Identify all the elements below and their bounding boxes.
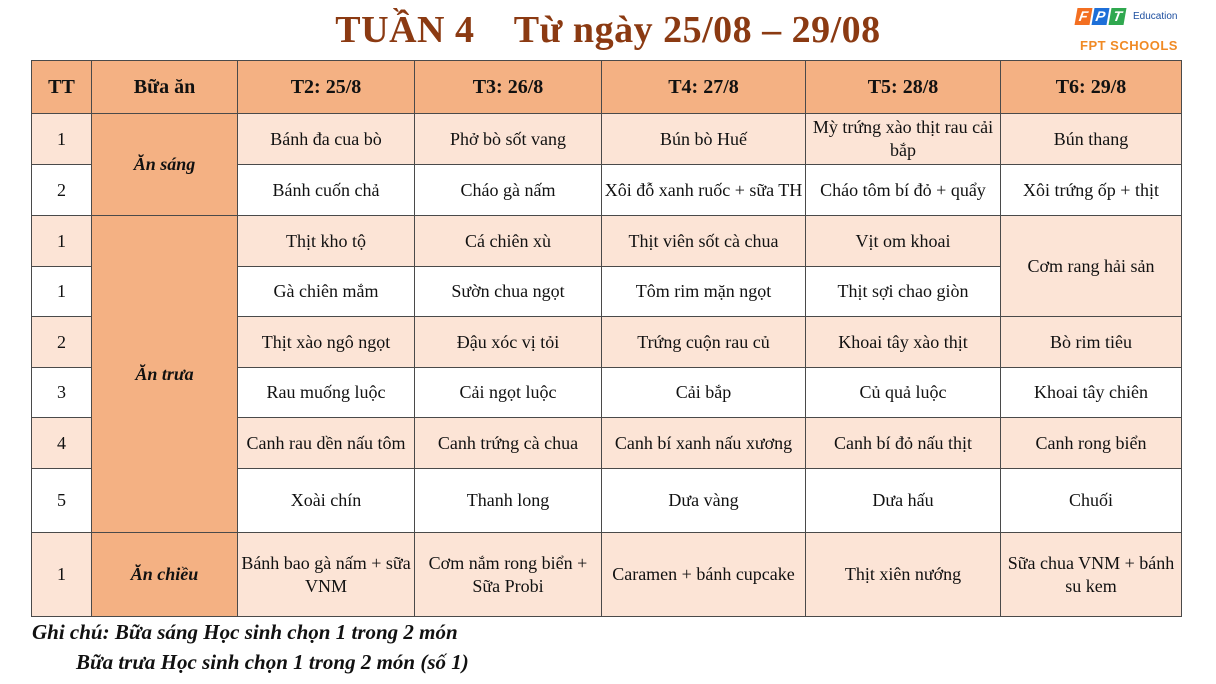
- meal-label-lunch: Ăn trưa: [92, 216, 238, 533]
- header-tt: TT: [32, 61, 92, 114]
- menu-cell: Đậu xóc vị tỏi: [415, 317, 602, 368]
- row-number: 5: [32, 469, 92, 533]
- menu-cell: Dưa vàng: [602, 469, 806, 533]
- menu-cell: Thịt sợi chao giòn: [806, 267, 1001, 317]
- menu-cell: Rau muống luộc: [238, 368, 415, 418]
- menu-cell: Sữa chua VNM + bánh su kem: [1001, 533, 1182, 617]
- menu-cell: Bánh bao gà nấm + sữa VNM: [238, 533, 415, 617]
- note-line-1: Ghi chú: Bữa sáng Học sinh chọn 1 trong 2 món: [32, 620, 458, 644]
- menu-cell: Xôi đỗ xanh ruốc + sữa TH: [602, 165, 806, 216]
- menu-cell: Xoài chín: [238, 469, 415, 533]
- logo-letter-f: F: [1075, 8, 1093, 25]
- menu-cell: Cá chiên xù: [415, 216, 602, 267]
- menu-cell: Thịt xào ngô ngọt: [238, 317, 415, 368]
- menu-cell: Mỳ trứng xào thịt rau cải bắp: [806, 114, 1001, 165]
- menu-cell: Cải ngọt luộc: [415, 368, 602, 418]
- menu-table: [31, 60, 1182, 617]
- menu-cell: Canh rong biển: [1001, 418, 1182, 469]
- header-t2: T2: 25/8: [238, 61, 415, 114]
- logo-schools-text: FPT SCHOOLS: [1080, 38, 1178, 53]
- header-t5: T5: 28/8: [806, 61, 1001, 114]
- menu-cell: Thịt kho tộ: [238, 216, 415, 267]
- menu-cell: Phở bò sốt vang: [415, 114, 602, 165]
- menu-cell: Canh bí đỏ nấu thịt: [806, 418, 1001, 469]
- header-bua-an: Bữa ăn: [92, 61, 238, 114]
- menu-cell: Bánh đa cua bò: [238, 114, 415, 165]
- menu-cell: Canh rau dền nấu tôm: [238, 418, 415, 469]
- row-number: 2: [32, 165, 92, 216]
- menu-cell: Dưa hấu: [806, 469, 1001, 533]
- menu-cell: Thịt xiên nướng: [806, 533, 1001, 617]
- menu-cell: Caramen + bánh cupcake: [602, 533, 806, 617]
- logo-education-text: Education: [1133, 11, 1178, 22]
- menu-cell: Gà chiên mắm: [238, 267, 415, 317]
- menu-cell: Trứng cuộn rau củ: [602, 317, 806, 368]
- menu-cell: Cháo gà nấm: [415, 165, 602, 216]
- menu-cell: Vịt om khoai: [806, 216, 1001, 267]
- logo-letter-t: T: [1109, 8, 1127, 25]
- header-row: [32, 61, 1182, 114]
- menu-cell: Cháo tôm bí đỏ + quẩy: [806, 165, 1001, 216]
- menu-cell: Sườn chua ngọt: [415, 267, 602, 317]
- menu-cell: Bún thang: [1001, 114, 1182, 165]
- row-number: 2: [32, 317, 92, 368]
- menu-cell: Khoai tây xào thịt: [806, 317, 1001, 368]
- menu-cell: Bò rim tiêu: [1001, 317, 1182, 368]
- fpt-logo-mark: [1076, 8, 1177, 25]
- fpt-schools-logo: [1068, 4, 1188, 58]
- row-number: 1: [32, 216, 92, 267]
- row-number: 1: [32, 533, 92, 617]
- menu-cell: Khoai tây chiên: [1001, 368, 1182, 418]
- menu-cell: Bánh cuốn chả: [238, 165, 415, 216]
- menu-cell: Chuối: [1001, 469, 1182, 533]
- table-row: [32, 114, 1182, 165]
- menu-cell: Bún bò Huế: [602, 114, 806, 165]
- menu-cell: Thịt viên sốt cà chua: [602, 216, 806, 267]
- menu-cell: Canh trứng cà chua: [415, 418, 602, 469]
- row-number: 1: [32, 267, 92, 317]
- row-number: 3: [32, 368, 92, 418]
- meal-label-breakfast: Ăn sáng: [92, 114, 238, 216]
- note-line-2: Bữa trưa Học sinh chọn 1 trong 2 món (số 1): [76, 650, 469, 674]
- row-number: 1: [32, 114, 92, 165]
- menu-cell: Thanh long: [415, 469, 602, 533]
- header-t3: T3: 26/8: [415, 61, 602, 114]
- table-row: [32, 533, 1182, 617]
- page-title: TUẦN 4 Từ ngày 25/08 – 29/08: [335, 9, 881, 51]
- menu-cell: Cơm nắm rong biển + Sữa Probi: [415, 533, 602, 617]
- row-number: 4: [32, 418, 92, 469]
- table-row: [32, 216, 1182, 267]
- menu-cell: Cải bắp: [602, 368, 806, 418]
- menu-cell: Canh bí xanh nấu xương: [602, 418, 806, 469]
- menu-cell: Củ quả luộc: [806, 368, 1001, 418]
- menu-cell: Cơm rang hải sản: [1001, 216, 1182, 317]
- menu-cell: Tôm rim mặn ngọt: [602, 267, 806, 317]
- meal-label-afternoon: Ăn chiều: [92, 533, 238, 617]
- header-t6: T6: 29/8: [1001, 61, 1182, 114]
- header-t4: T4: 27/8: [602, 61, 806, 114]
- menu-cell: Xôi trứng ốp + thịt: [1001, 165, 1182, 216]
- logo-letter-p: P: [1092, 8, 1110, 25]
